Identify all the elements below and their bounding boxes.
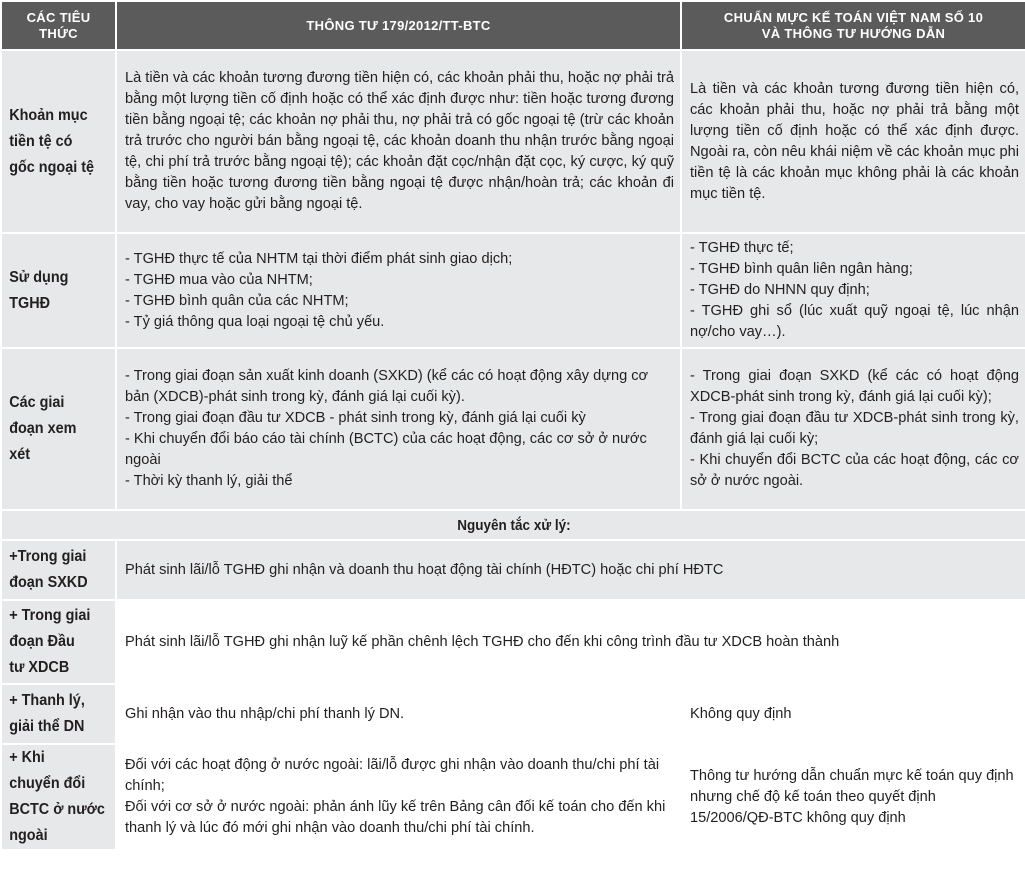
tt179-cell: - Trong giai đoạn sản xuất kinh doanh (SXKD) (kể các có hoạt động xây dựng cơ bản (XDCB)-phát sinh trong kỳ, đánh giá lại cuối kỳ). - Trong giai đoạn đầu tư XDCB - phát sinh trong kỳ, đánh giá lại cuối kỳ - Khi chuyển đổi báo cáo tài chính (BCTC) của các hoạt động, các cơ sở ở nước ngoài - Thời kỳ thanh lý, giải thể bbox=[116, 348, 681, 510]
tt179-cell: Ghi nhận vào thu nhập/chi phí thanh lý DN. bbox=[116, 684, 681, 744]
vas10-cell: - Trong giai đoạn SXKD (kể các có hoạt động XDCB-phát sinh trong kỳ, đánh giá lại cuối kỳ); - Trong giai đoạn đầu tư XDCB-phát sinh trong kỳ, đánh giá lại cuối kỳ; - Khi chuyển đổi BCTC của các hoạt động, các cơ sở ở nước ngoài. bbox=[681, 348, 1025, 510]
tt179-cell: - TGHĐ thực tế của NHTM tại thời điểm phát sinh giao dịch; - TGHĐ mua vào của NHTM; - TGHĐ bình quân của các NHTM; - Tỷ giá thông qua loại ngoại tệ chủ yếu. bbox=[116, 233, 681, 348]
header-tt179: THÔNG TƯ 179/2012/TT-BTC bbox=[116, 1, 681, 50]
row-principle-sxkd bbox=[1, 540, 1025, 600]
row-label: + Trong giai đoạn Đầu tư XDCB bbox=[1, 600, 116, 684]
section-title: Nguyên tắc xử lý: bbox=[1, 510, 1025, 540]
row-principle-liquidation bbox=[1, 684, 1025, 744]
row-exchange-rate-usage bbox=[1, 233, 1025, 348]
row-label: Các giai đoạn xem xét bbox=[1, 348, 116, 510]
row-label: +Trong giai đoạn SXKD bbox=[1, 540, 116, 600]
header-row bbox=[1, 1, 1025, 50]
row-stages bbox=[1, 348, 1025, 510]
principle-text: Phát sinh lãi/lỗ TGHĐ ghi nhận luỹ kế phần chênh lệch TGHĐ cho đến khi công trình đầu tư XDCB hoàn thành bbox=[116, 600, 1025, 684]
section-row bbox=[1, 510, 1025, 540]
row-principle-xdcb bbox=[1, 600, 1025, 684]
row-monetary-items bbox=[1, 50, 1025, 233]
row-label: Sử dụng TGHĐ bbox=[1, 233, 116, 348]
vas10-cell: - TGHĐ thực tế; - TGHĐ bình quân liên ngân hàng; - TGHĐ do NHNN quy định; - TGHĐ ghi sổ (lúc xuất quỹ ngoại tệ, lúc nhận nợ/cho vay…). bbox=[681, 233, 1025, 348]
row-label: + Khi chuyển đổi BCTC ở nước ngoài bbox=[1, 744, 116, 850]
tt179-cell: Là tiền và các khoản tương đương tiền hiện có, các khoản phải thu, hoặc nợ phải trả bằng một lượng tiền cố định hoặc có thể xác định được như: tiền hoặc tương đương tiền bằng ngoại tệ; các khoản nợ phải thu, nợ phải trả có gốc ngoại tệ (trừ các khoản trả trước cho người bán bằng ngoại tệ, các khoản doanh thu nhận trước bằng ngoại tệ, chi phí trả trước bằng ngoại tệ); các khoản đặt cọc/nhận đặt cọc, ký cược, ký quỹ bằng tiền hoặc tương đương tiền bằng ngoại tệ được nhận/hoàn trả; các khoản đi vay, cho vay hoặc gửi bằng ngoại tệ. bbox=[116, 50, 681, 233]
row-principle-foreign bbox=[1, 744, 1025, 850]
vas10-cell: Thông tư hướng dẫn chuẩn mực kế toán quy định nhưng chế độ kế toán theo quyết định 15/2006/QĐ-BTC không quy định bbox=[681, 744, 1025, 850]
tt179-cell: Đối với các hoạt động ở nước ngoài: lãi/lỗ được ghi nhận vào doanh thu/chi phí tài chính; Đối với cơ sở ở nước ngoài: phản ánh lũy kế trên Bảng cân đối kế toán cho đến khi thanh lý và lúc đó mới ghi nhận vào doanh thu/chi phí tài chính. bbox=[116, 744, 681, 850]
principle-text: Phát sinh lãi/lỗ TGHĐ ghi nhận và doanh thu hoạt động tài chính (HĐTC) hoặc chi phí HĐTC bbox=[116, 540, 1025, 600]
header-vas10: CHUẨN MỰC KẾ TOÁN VIỆT NAM SỐ 10 VÀ THÔNG TƯ HƯỚNG DẪN bbox=[681, 1, 1025, 50]
row-label: + Thanh lý, giải thể DN bbox=[1, 684, 116, 744]
header-criteria: CÁC TIÊU THỨC bbox=[1, 1, 116, 50]
row-label: Khoản mục tiền tệ có gốc ngoại tệ bbox=[1, 50, 116, 233]
vas10-cell: Không quy định bbox=[681, 684, 1025, 744]
vas10-cell: Là tiền và các khoản tương đương tiền hiện có, các khoản phải thu, hoặc nợ phải trả bằng một lượng tiền cố định hoặc có thể xác định được. Ngoài ra, còn nêu khái niệm về các khoản mục phi tiền tệ là các khoản mục không phải là các khoản mục tiền tệ. bbox=[681, 50, 1025, 233]
